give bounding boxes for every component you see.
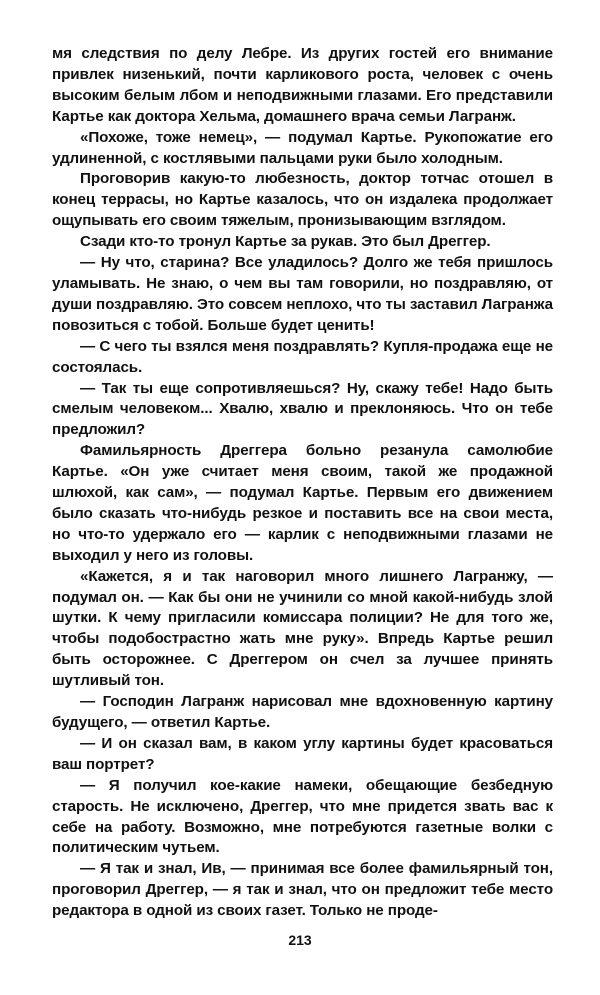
- page-number: 213: [288, 932, 312, 948]
- paragraph: — Так ты еще сопротивляешься? Ну, скажу тебе! Надо быть смелым человеком... Хвалю, хвалю и преклоняюсь. Что он тебе предложил?: [52, 379, 553, 439]
- paragraph: «Кажется, я и так наговорил много лишнего Лагранжу, — подумал он. — Как бы они не учинили со мной какой-нибудь злой шутки. К чему пригласили комиссара полиции? Не для того же, чтобы подобострастно жать мне руку». Впредь Картье решил быть осторожнее. С Дреггером он счел за лучшее принять шутливый тон.: [52, 567, 553, 690]
- paragraph: Сзади кто-то тронул Картье за рукав. Это был Дреггер.: [80, 233, 491, 251]
- paragraph: — Я получил кое-какие намеки, обещающие безбедную старость. Не исключено, Дреггер, что мне придется звать вас к себе на работу. Возможно, мне потребуются газетные волки с политическим чутьем.: [52, 776, 553, 857]
- paragraph: — Я так и знал, Ив, — принимая все более фамильярный тон, проговорил Дреггер, — я так и знал, что он предложит тебе место редактора в одной из своих газет. Только не проде-: [52, 860, 553, 920]
- body-text: [52, 44, 553, 922]
- paragraph: «Похоже, тоже немец», — подумал Картье. Рукопожатие его удлиненной, с костлявыми пальцами руки было холодным.: [52, 128, 553, 167]
- paragraph: — И он сказал вам, в каком углу картины будет красоваться ваш портрет?: [52, 734, 553, 773]
- paragraph: — С чего ты взялся меня поздравлять? Купля-продажа еще не состоялась.: [52, 337, 553, 376]
- paragraph: Фамильярность Дреггера больно резанула самолюбие Картье. «Он уже считает меня своим, такой же продажной шлюхой, как сам», — подумал Картье. Первым его движением было сказать что-нибудь резкое и поставить все на свои места, но что-то удержало его — карлик с неподвижными глазами не выходил у него из головы.: [52, 442, 553, 564]
- paragraph: мя следствия по делу Лебре. Из других гостей его внимание привлек низенький, почти карликового роста, человек с очень высоким белым лбом и неподвижными глазами. Его представили Картье как доктора Хельма, домашнего врача семьи Лагранж.: [52, 45, 553, 125]
- paragraph: — Ну что, старина? Все уладилось? Долго же тебя пришлось уламывать. Не знаю, о чем вы там говорили, но поздравляю, от души поздравляю. Это совсем неплохо, что ты заставил Лагранжа повозиться с тобой. Больше будет ценить!: [52, 254, 553, 334]
- paragraph: — Господин Лагранж нарисовал мне вдохновенную картину будущего, — ответил Картье.: [52, 693, 553, 731]
- paragraph: Проговорив какую-то любезность, доктор тотчас отошел в конец террасы, но Картье казалось, что он издалека продолжает ощупывать его своим тяжелым, пронизывающим взглядом.: [52, 170, 553, 230]
